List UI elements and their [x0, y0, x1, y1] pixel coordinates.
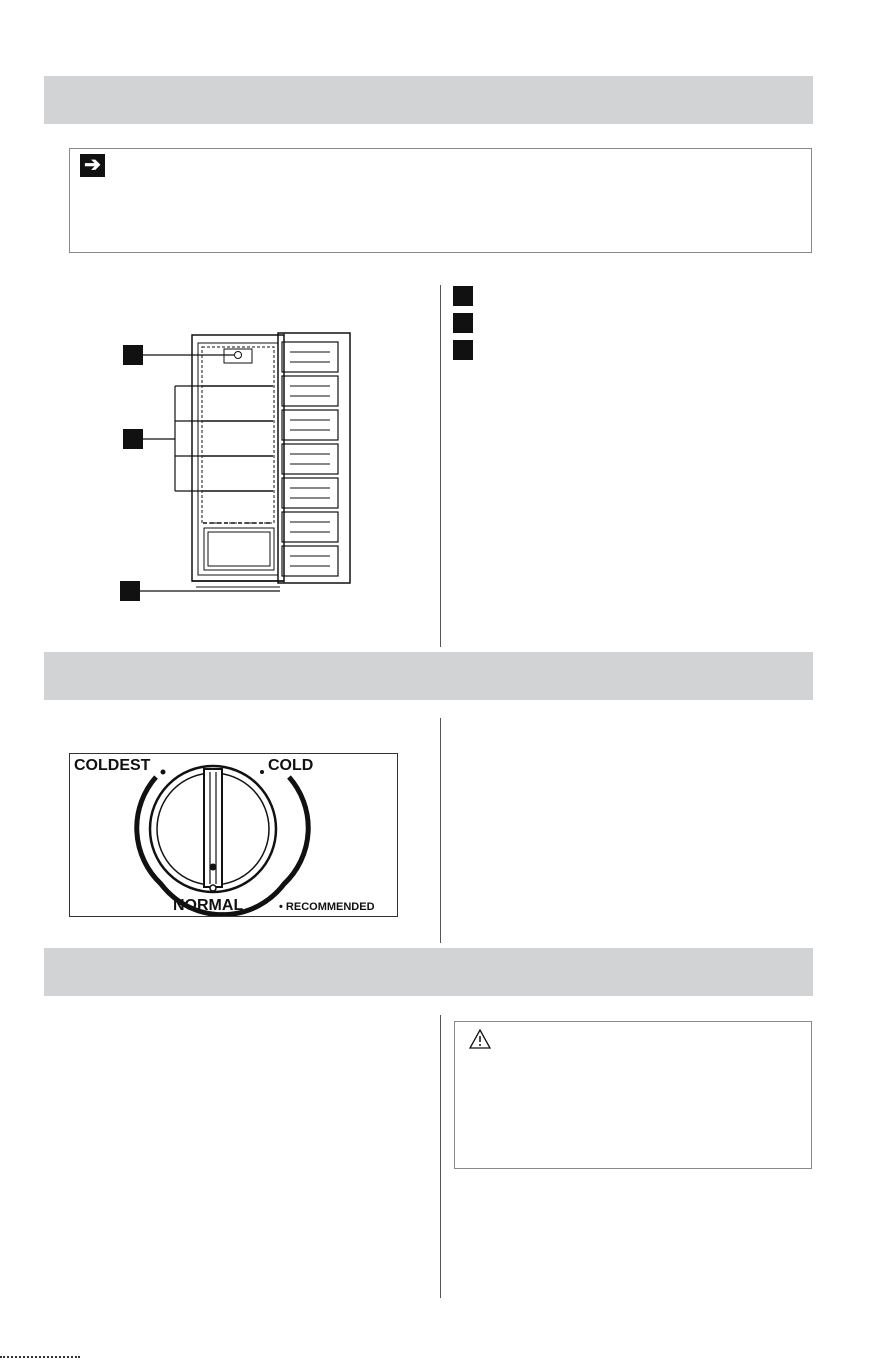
dial-label-recommended: • RECOMMENDED	[279, 901, 375, 913]
bottom-drawer	[204, 528, 274, 570]
door-bin	[282, 444, 338, 474]
door-bin	[282, 546, 338, 576]
thermostat-knob	[235, 352, 242, 359]
door-bin-lines	[290, 352, 330, 566]
legend-square-2	[453, 313, 473, 333]
door-bin	[282, 342, 338, 372]
column-divider-2	[440, 718, 441, 943]
section-header-band-3	[44, 948, 813, 996]
column-divider-3	[440, 1015, 441, 1298]
liner	[202, 347, 274, 523]
column-divider-1	[440, 285, 441, 647]
freezer-diagram	[110, 325, 360, 615]
callout-square-shelves	[123, 429, 143, 449]
callout-square-thermostat	[123, 345, 143, 365]
door-bin	[282, 512, 338, 542]
door-bin	[282, 478, 338, 508]
dial-label-normal: NORMAL	[173, 897, 244, 914]
callout-square-feet	[120, 581, 140, 601]
temperature-dial-svg	[70, 754, 398, 917]
callout-bracket-shelves	[143, 386, 203, 491]
note-box	[69, 148, 812, 253]
dial-dot-cold	[260, 770, 264, 774]
temperature-dial-figure	[69, 753, 398, 917]
warning-triangle-icon	[469, 1029, 491, 1049]
dial-dot-coldest	[161, 770, 166, 775]
warning-box	[454, 1021, 812, 1169]
legend-square-3	[453, 340, 473, 360]
dial-dot-normal	[210, 885, 216, 891]
section-header-band-1	[44, 76, 813, 124]
cabinet-inner	[198, 343, 278, 575]
bottom-drawer-inner	[208, 532, 270, 566]
legend-square-1	[453, 286, 473, 306]
dial-indicator-dot	[210, 864, 217, 871]
dial-label-cold: COLD	[268, 757, 314, 774]
door-bin	[282, 410, 338, 440]
dial-label-coldest: COLDEST	[74, 757, 151, 774]
door-bins	[282, 342, 338, 576]
page-edge-artifact	[0, 1356, 80, 1360]
arrow-right-icon: ➔	[80, 154, 105, 177]
section-header-band-2	[44, 652, 813, 700]
door-bin	[282, 376, 338, 406]
